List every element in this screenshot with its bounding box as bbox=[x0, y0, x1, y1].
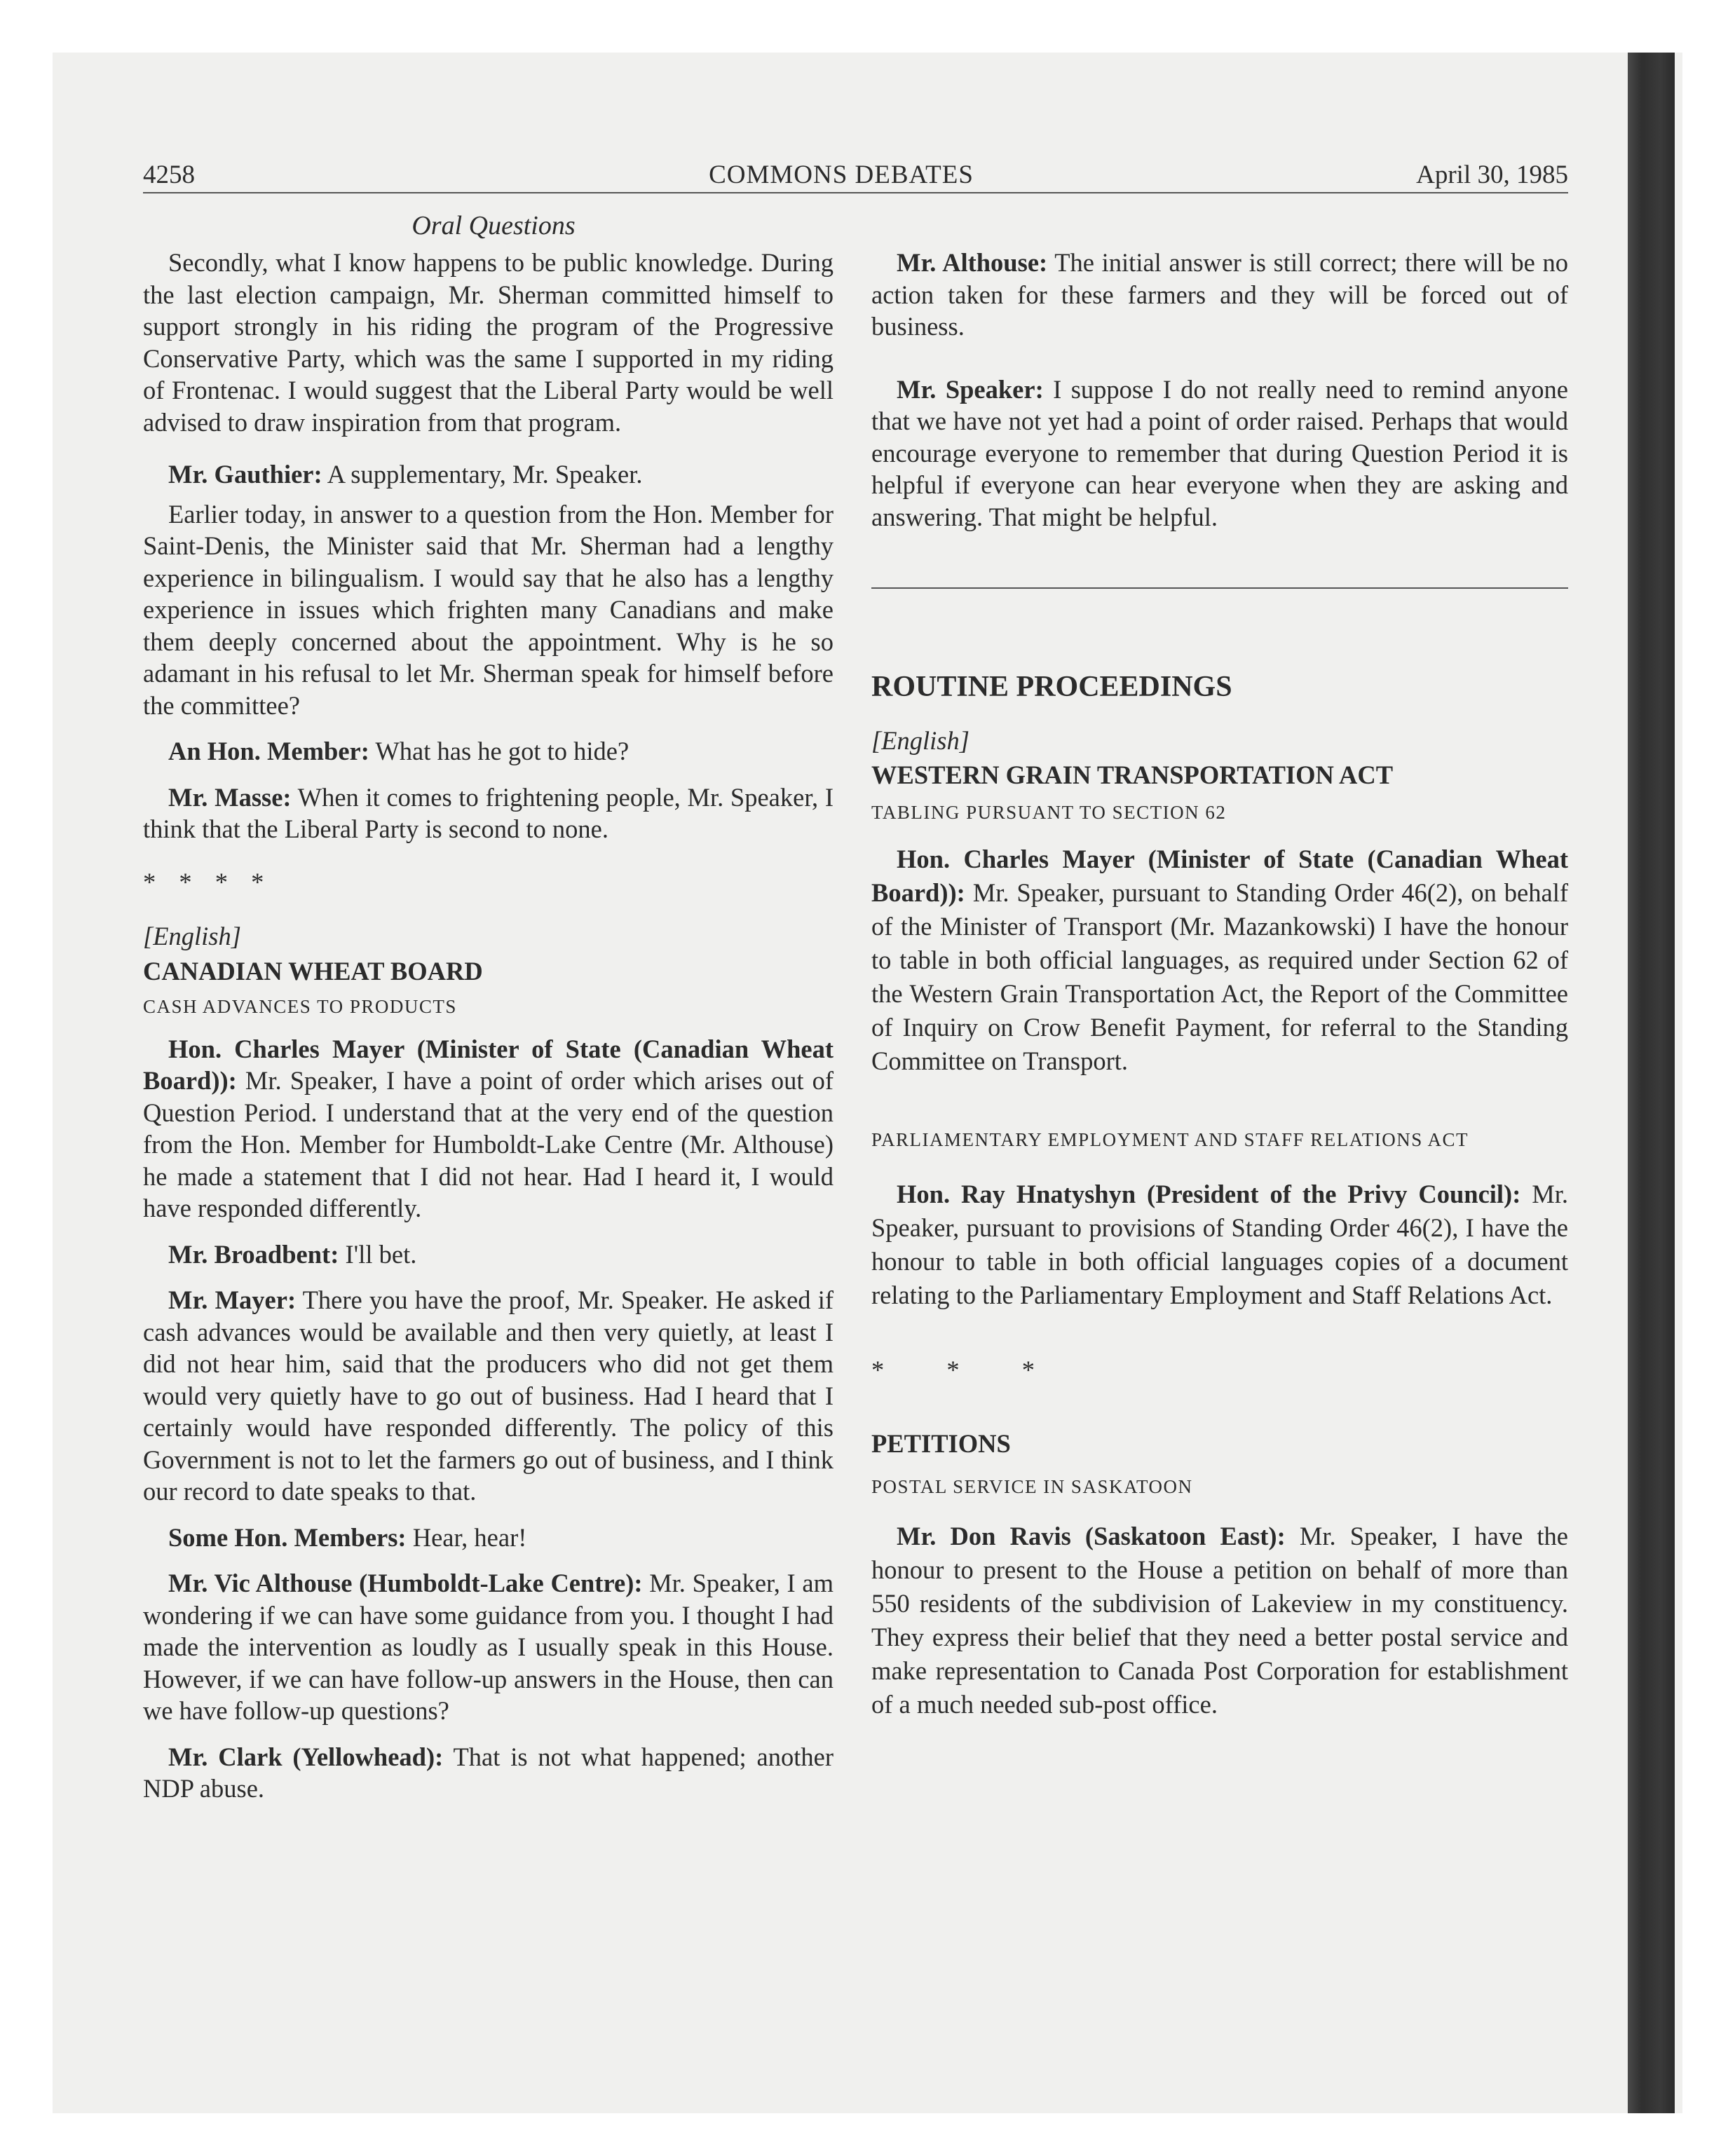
paragraph bbox=[143, 1033, 834, 1224]
paragraph bbox=[871, 842, 1568, 1078]
paragraph bbox=[143, 782, 834, 845]
scan-binding-edge bbox=[1628, 53, 1675, 2113]
speech-text: Mr. Speaker, I have a point of order which arises out of Question Period. I understand that at the very end of the question from the Hon. Member for Humboldt-Lake Centre (Mr. Althouse) he made a statement that I did not hear. Had I heard it, I would have responded differently. bbox=[143, 1066, 834, 1222]
page-number: 4258 bbox=[143, 161, 195, 189]
section-heading: PETITIONS bbox=[871, 1429, 1011, 1458]
speaker-name: Hon. Charles Mayer (Minister of State (Canadian Wheat Board)): bbox=[143, 1034, 834, 1095]
speaker-name: Hon. Ray Hnatyshyn (President of the Privy Council): bbox=[897, 1179, 1521, 1208]
speaker-name: Mr. Speaker: bbox=[897, 374, 1044, 404]
language-tag: [English] bbox=[143, 922, 241, 950]
paragraph bbox=[143, 1284, 834, 1508]
speaker-name: Mr. Vic Althouse (Humboldt-Lake Centre): bbox=[168, 1569, 643, 1597]
paragraph bbox=[143, 1522, 834, 1554]
speaker-name: Mr. Clark (Yellowhead): bbox=[168, 1742, 444, 1771]
subheading: PARLIAMENTARY EMPLOYMENT AND STAFF RELATIONS ACT bbox=[871, 1129, 1469, 1150]
section-separator: * * * bbox=[871, 1355, 1063, 1384]
paragraph bbox=[871, 374, 1568, 533]
speech-text: Mr. Speaker, I am wondering if we can have some guidance from you. I thought I had made the intervention as loudly as I usually speak in this House. However, if we can have follow-up answers in the House, then can we have follow-up questions? bbox=[143, 1569, 834, 1725]
paragraph: Earlier today, in answer to a question from the Hon. Member for Saint-Denis, the Minister said that Mr. Sherman had a lengthy experience in bilingualism. I would say that he also has a lengthy experience in issues which frighten many Canadians and make them deeply concerned about the appointment. Why is he so adamant in his refusal to let Mr. Sherman speak for himself before the committee? bbox=[143, 499, 834, 720]
section-label: Oral Questions bbox=[411, 211, 576, 240]
paragraph bbox=[143, 1567, 834, 1727]
subheading: TABLING PURSUANT TO SECTION 62 bbox=[871, 801, 1227, 823]
speech-text: Mr. Speaker, pursuant to provisions of Standing Order 46(2), I have the honour to table in both official languages copies of a document relating to the Parliamentary Employment and Staff Relations Act. bbox=[871, 1179, 1568, 1309]
section-heading: WESTERN GRAIN TRANSPORTATION ACT bbox=[871, 760, 1394, 789]
speech-text: When it comes to frightening people, Mr. Speaker, I think that the Liberal Party is second to none. bbox=[143, 782, 834, 843]
paragraph bbox=[143, 458, 834, 491]
speech-text: A supplementary, Mr. Speaker. bbox=[322, 460, 643, 489]
speech-text: I suppose I do not really need to remind anyone that we have not yet had a point of order raised. Perhaps that would encourage everyone to remember that during Question Period it is helpful if everyone can hear everyone when they are asking and answering. That might be helpful. bbox=[871, 374, 1568, 531]
speech-text: The initial answer is still correct; there will be no action taken for these farmers and they will be forced out of business. bbox=[871, 248, 1568, 341]
section-separator: * * * * bbox=[143, 867, 273, 896]
speaker-name: Some Hon. Members: bbox=[168, 1522, 407, 1552]
speaker-name: Mr. Mayer: bbox=[168, 1285, 297, 1314]
paragraph bbox=[143, 1239, 834, 1271]
publication-title: COMMONS DEBATES bbox=[709, 161, 974, 189]
right-column bbox=[871, 247, 1568, 1721]
speaker-name: Mr. Broadbent: bbox=[168, 1239, 339, 1269]
speech-text: There you have the proof, Mr. Speaker. He asked if cash advances would be available and then very quietly, at least I did not hear him, said that the producers who did not get them would very quietly have to go out of business. Had I heard that I certainly would have responded differently. The policy of this Government is not to let the farmers go out of business, and I think our record to date speaks to that. bbox=[143, 1285, 834, 1506]
speaker-name: Mr. Althouse: bbox=[897, 248, 1048, 277]
paragraph bbox=[871, 247, 1568, 343]
paragraph bbox=[143, 735, 834, 767]
speech-text: Mr. Speaker, I have the honour to present to the House a petition on behalf of more than 550 residents of the subdivision of Lakeview in my constituency. They express their belief that they need a better postal service and make representation to Canada Post Corporation for establishment of a much needed sub-post office. bbox=[871, 1522, 1568, 1719]
speech-text: Hear, hear! bbox=[406, 1522, 527, 1552]
header-rule bbox=[143, 192, 1568, 193]
section-heading: CANADIAN WHEAT BOARD bbox=[143, 956, 483, 985]
speaker-name: Mr. Masse: bbox=[168, 782, 292, 812]
speaker-name: Mr. Gauthier: bbox=[168, 460, 322, 489]
speaker-name: Hon. Charles Mayer (Minister of State (Canadian Wheat Board)): bbox=[871, 845, 1568, 907]
paragraph bbox=[871, 1178, 1568, 1312]
page-date: April 30, 1985 bbox=[1416, 161, 1568, 189]
section-heading: ROUTINE PROCEEDINGS bbox=[871, 671, 1232, 703]
speech-text: I'll bet. bbox=[339, 1239, 417, 1269]
subheading: CASH ADVANCES TO PRODUCTS bbox=[143, 996, 457, 1017]
speaker-name: An Hon. Member: bbox=[168, 737, 369, 765]
paragraph bbox=[871, 1520, 1568, 1721]
speech-text: What has he got to hide? bbox=[369, 737, 630, 765]
paragraph: Secondly, what I know happens to be public knowledge. During the last election campaign, Mr. Sherman committed himself to support strongly in his riding the program of the Progressive Conservative Party, which was the same I supported in my riding of Frontenac. I would suggest that the Liberal Party would be well advised to draw inspiration from that program. bbox=[143, 248, 834, 437]
speaker-name: Mr. Don Ravis (Saskatoon East): bbox=[897, 1522, 1286, 1550]
subheading: POSTAL SERVICE IN SASKATOON bbox=[871, 1475, 1193, 1497]
language-tag: [English] bbox=[871, 725, 969, 755]
speech-text: Mr. Speaker, pursuant to Standing Order 46(2), on behalf of the Minister of Transport (Mr. Mazankowski) I have the honour to table in both official languages, as required under Section 62 of the Western Grain Transportation Act, the Report of the Committee of Inquiry on Crow Benefit Payment, for referral to the Standing Committee on Transport. bbox=[871, 878, 1568, 1075]
speech-text: That is not what happened; another NDP abuse. bbox=[143, 1742, 834, 1803]
left-column bbox=[143, 247, 834, 1805]
paragraph bbox=[143, 1741, 834, 1805]
